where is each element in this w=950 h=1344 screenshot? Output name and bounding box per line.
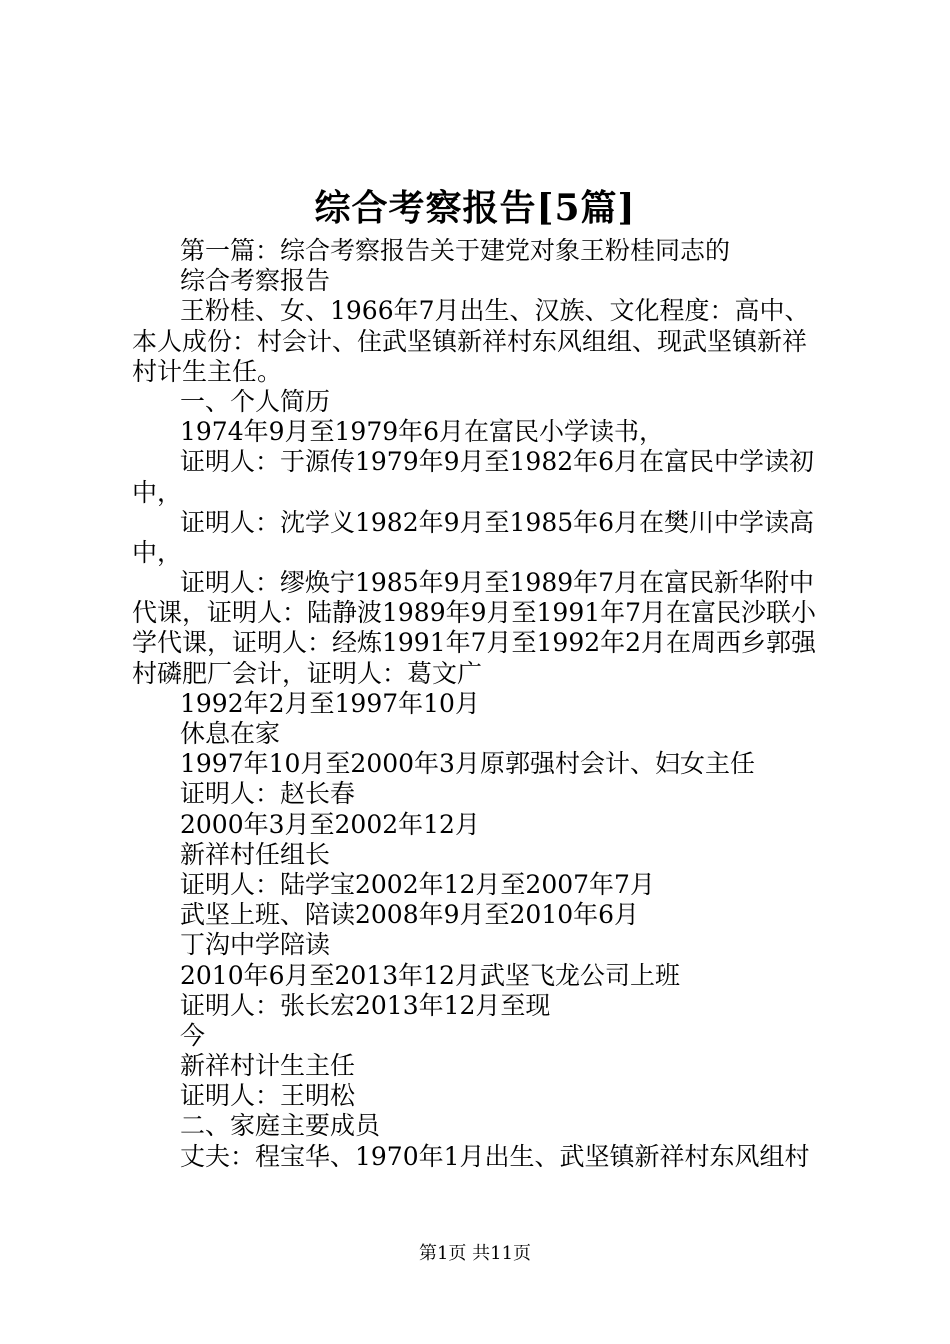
- body-line: 学代课，证明人：经炼1991年7月至1992年2月在周西乡郭强: [132, 628, 817, 658]
- document-body: [132, 236, 832, 1172]
- body-line: 村磷肥厂会计，证明人：葛文广: [132, 658, 483, 688]
- body-line: 证明人：缪焕宁1985年9月至1989年7月在富民新华附中: [180, 568, 815, 598]
- body-line: 证明人：于源传1979年9月至1982年6月在富民中学读初: [180, 447, 815, 477]
- body-line: 证明人：陆学宝2002年12月至2007年7月: [180, 869, 655, 899]
- body-line: 第一篇：综合考察报告关于建党对象王粉桂同志的: [180, 236, 731, 265]
- body-line: 综合考察报告: [180, 266, 331, 296]
- body-line: 中，: [132, 477, 183, 507]
- body-line: 证明人：王明松: [180, 1081, 356, 1111]
- body-line: 2000年3月至2002年12月: [180, 809, 480, 839]
- body-line: 今: [180, 1020, 206, 1050]
- body-line: 2010年6月至2013年12月武坚飞龙公司上班: [180, 960, 680, 990]
- body-line: 证明人：沈学义1982年9月至1985年6月在樊川中学读高: [180, 507, 815, 537]
- body-line: 王粉桂、女、1966年7月出生、汉族、文化程度：高中、: [180, 296, 810, 326]
- body-line: 二、家庭主要成员: [180, 1111, 381, 1141]
- body-line: 1997年10月至2000年3月原郭强村会计、妇女主任: [180, 749, 755, 779]
- page-footer: 第1页 共11页: [418, 1243, 532, 1264]
- body-line: 丁沟中学陪读: [180, 930, 331, 960]
- body-line: 中，: [132, 537, 183, 567]
- body-line: 1992年2月至1997年10月: [180, 688, 480, 718]
- document-title: 综合考察报告[5篇]: [314, 187, 636, 229]
- body-line: 一、个人简历: [180, 386, 331, 416]
- body-line: 本人成份：村会计、住武坚镇新祥村东风组组、现武坚镇新祥: [132, 326, 808, 356]
- body-line: 证明人：张长宏2013年12月至现: [180, 990, 551, 1020]
- body-line: 新祥村计生主任: [180, 1051, 356, 1081]
- body-line: 武坚上班、陪读2008年9月至2010年6月: [180, 900, 640, 930]
- body-line: 1974年9月至1979年6月在富民小学读书，: [180, 417, 665, 447]
- body-line: 休息在家: [180, 719, 281, 748]
- body-line: 村计生主任。: [132, 356, 283, 386]
- body-line: 新祥村任组长: [180, 839, 331, 869]
- body-line: 证明人：赵长春: [180, 779, 356, 809]
- body-line: 代课，证明人：陆静波1989年9月至1991年7月在富民沙联小: [132, 598, 817, 628]
- body-line: 丈夫：程宝华、1970年1月出生、武坚镇新祥村东风组村: [180, 1141, 810, 1171]
